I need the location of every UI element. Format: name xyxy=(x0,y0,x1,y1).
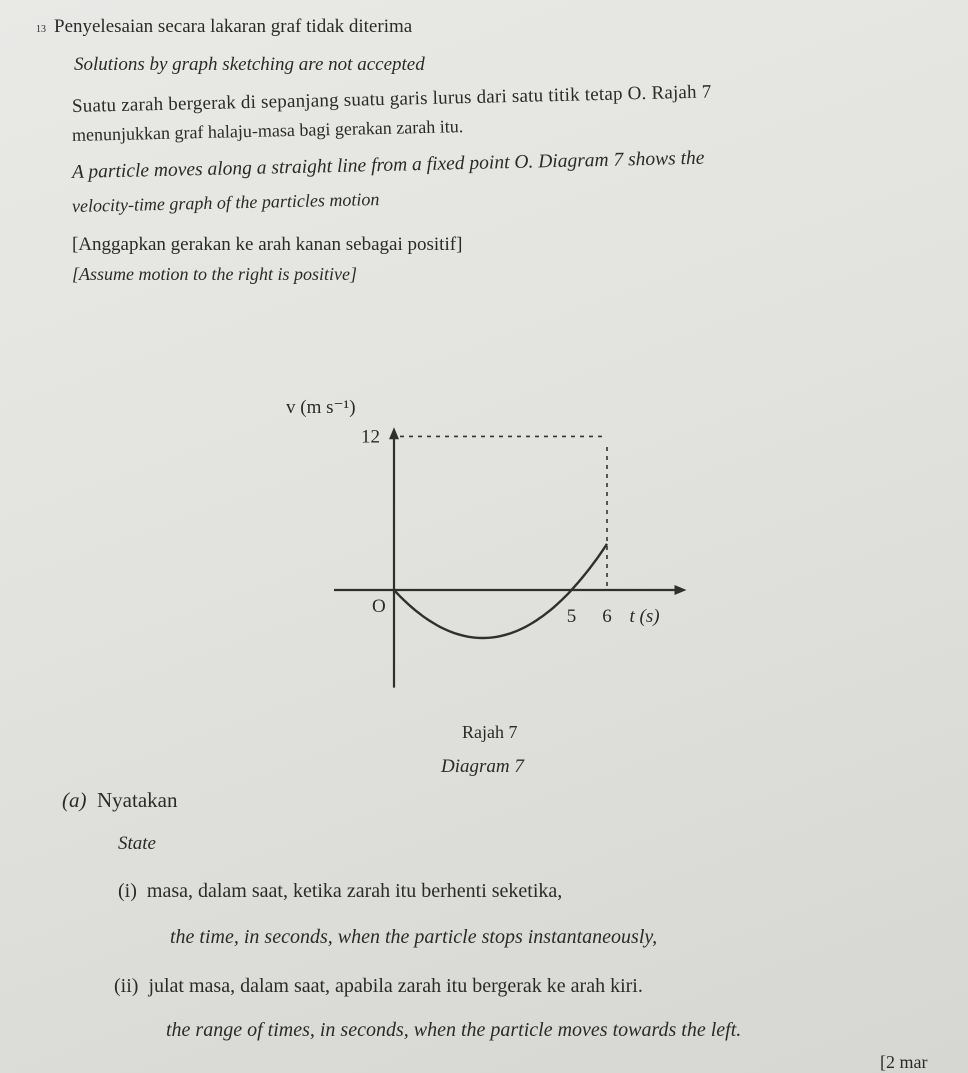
stem-english-line-2: velocity-time graph of the particles motion xyxy=(71,189,380,216)
marks-label: [2 mar xyxy=(880,1052,928,1072)
question-number: 13 xyxy=(36,24,46,35)
y-axis-label: v (m s⁻¹) xyxy=(286,397,356,419)
x-axis-label: t (s) xyxy=(629,606,660,627)
item-ii-malay: (ii) julat masa, dalam saat, apabila zarah itu bergerak ke arah kiri. xyxy=(114,975,643,997)
x-tick-label-5: 5 xyxy=(566,606,577,627)
part-a-label-english: State xyxy=(118,833,156,854)
stem-english-line-1: A particle moves along a straight line from a fixed point O. Diagram 7 shows the xyxy=(71,147,705,183)
instruction-english: Solutions by graph sketching are not accepted xyxy=(74,54,425,75)
x-tick-label-6: 6 xyxy=(602,606,612,627)
stem-malay-line-2: menunjukkan graf halaju-masa bagi gerakan zarah itu. xyxy=(71,116,464,145)
diagram-caption-malay: Rajah 7 xyxy=(462,722,518,742)
instruction-malay: 13 Penyelesaian secara lakaran graf tidak diterima xyxy=(36,16,413,37)
part-a-label: (a) xyxy=(62,788,87,812)
y-axis-arrow xyxy=(389,427,399,439)
part-a-label-malay: Nyatakan xyxy=(97,788,178,812)
diagram-caption-english: Diagram 7 xyxy=(441,756,524,777)
stem-malay-line-1: Suatu zarah bergerak di sepanjang suatu garis lurus dari satu titik tetap O. Rajah 7 xyxy=(71,81,712,117)
y-tick-label-12: 12 xyxy=(361,426,380,448)
part-a-heading xyxy=(62,788,177,813)
origin-label: O xyxy=(372,596,386,617)
item-i-number: (i) xyxy=(118,880,137,902)
assumption-malay: [Anggapkan gerakan ke arah kanan sebagai positif] xyxy=(72,234,463,255)
assumption-english: [Assume motion to the right is positive] xyxy=(72,264,357,284)
item-i-english: the time, in seconds, when the particle stops instantaneously, xyxy=(170,926,658,948)
item-ii-english: the range of times, in seconds, when the particle moves towards the left. xyxy=(166,1019,742,1041)
item-i-malay: (i) masa, dalam saat, ketika zarah itu berhenti seketika, xyxy=(118,880,563,902)
item-ii-number: (ii) xyxy=(114,975,139,997)
x-axis-arrow xyxy=(675,585,687,595)
